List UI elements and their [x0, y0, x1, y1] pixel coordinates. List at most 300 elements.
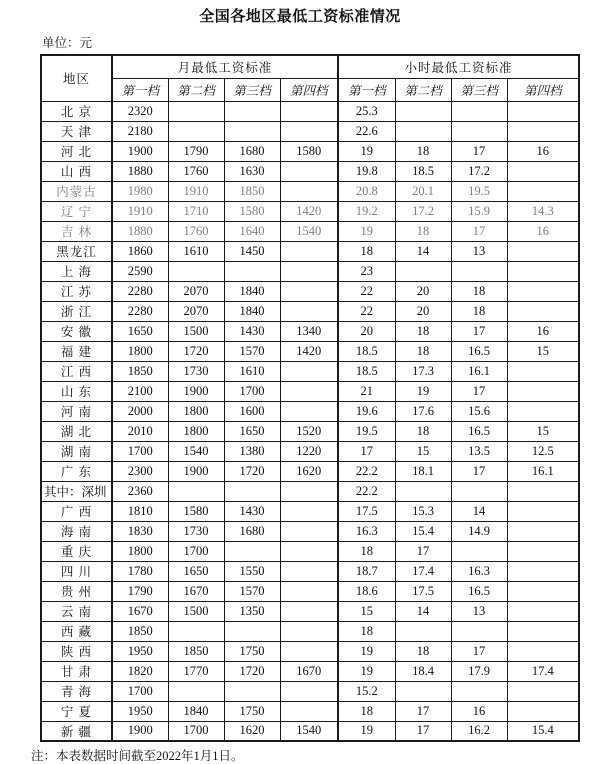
monthly-value-cell: 1850 — [224, 181, 280, 201]
monthly-value-cell: 1570 — [224, 581, 280, 601]
hourly-value-cell: 19 — [338, 641, 395, 661]
hourly-value-cell: 15 — [395, 441, 451, 461]
monthly-value-cell: 1680 — [224, 141, 280, 161]
monthly-value-cell — [280, 621, 338, 641]
hourly-value-cell: 16 — [507, 321, 579, 341]
monthly-value-cell: 2280 — [112, 281, 168, 301]
monthly-value-cell: 1220 — [280, 441, 338, 461]
table-row — [41, 321, 579, 341]
monthly-value-cell: 1650 — [112, 321, 168, 341]
hourly-value-cell: 19.6 — [338, 401, 395, 421]
hourly-value-cell — [507, 101, 579, 121]
hourly-value-cell: 18 — [338, 541, 395, 561]
hourly-value-cell: 18 — [395, 421, 451, 441]
monthly-value-cell: 2000 — [112, 401, 168, 421]
monthly-value-cell: 1570 — [224, 341, 280, 361]
monthly-value-cell: 1610 — [168, 241, 224, 261]
monthly-value-cell — [280, 521, 338, 541]
region-cell: 湖 南 — [41, 441, 112, 461]
region-cell: 浙 江 — [41, 301, 112, 321]
monthly-value-cell: 2100 — [112, 381, 168, 401]
table-row — [41, 201, 579, 221]
hourly-value-cell: 18 — [451, 301, 507, 321]
monthly-value-cell — [280, 281, 338, 301]
hourly-value-cell: 22.2 — [338, 481, 395, 501]
monthly-value-cell: 1820 — [112, 661, 168, 681]
monthly-value-cell: 1800 — [112, 541, 168, 561]
monthly-value-cell: 1900 — [112, 721, 168, 741]
hourly-value-cell: 14 — [395, 241, 451, 261]
monthly-value-cell: 1700 — [112, 681, 168, 701]
monthly-value-cell — [280, 381, 338, 401]
region-cell: 上 海 — [41, 261, 112, 281]
hourly-tier1-header: 第一档 — [338, 78, 395, 101]
monthly-value-cell: 1700 — [168, 541, 224, 561]
hourly-value-cell: 15 — [507, 341, 579, 361]
hourly-value-cell: 19 — [338, 141, 395, 161]
monthly-value-cell: 1350 — [224, 601, 280, 621]
monthly-value-cell — [168, 621, 224, 641]
monthly-value-cell: 1770 — [168, 661, 224, 681]
region-cell: 云 南 — [41, 601, 112, 621]
table-row — [41, 481, 579, 501]
monthly-value-cell — [168, 261, 224, 281]
hourly-value-cell — [507, 161, 579, 181]
monthly-value-cell: 1800 — [168, 401, 224, 421]
monthly-value-cell — [224, 681, 280, 701]
monthly-value-cell: 1620 — [280, 461, 338, 481]
hourly-value-cell: 20.8 — [338, 181, 395, 201]
hourly-value-cell — [451, 261, 507, 281]
monthly-value-cell — [280, 601, 338, 621]
hourly-value-cell: 18.5 — [338, 361, 395, 381]
monthly-value-cell: 1710 — [168, 201, 224, 221]
monthly-value-cell: 1580 — [168, 501, 224, 521]
hourly-value-cell: 17 — [395, 541, 451, 561]
monthly-value-cell — [280, 101, 338, 121]
hourly-value-cell: 15.4 — [395, 521, 451, 541]
table-row — [41, 561, 579, 581]
hourly-value-cell — [507, 361, 579, 381]
hourly-value-cell: 17 — [451, 641, 507, 661]
monthly-tier1-header: 第一档 — [112, 78, 168, 101]
monthly-tier2-header: 第二档 — [168, 78, 224, 101]
monthly-value-cell: 2070 — [168, 301, 224, 321]
monthly-value-cell — [224, 261, 280, 281]
monthly-value-cell — [224, 621, 280, 641]
table-row — [41, 241, 579, 261]
hourly-value-cell: 16.3 — [338, 521, 395, 541]
hourly-value-cell — [507, 301, 579, 321]
monthly-value-cell: 1580 — [280, 141, 338, 161]
hourly-value-cell: 17 — [338, 441, 395, 461]
hourly-value-cell — [507, 681, 579, 701]
monthly-tier3-header: 第三档 — [224, 78, 280, 101]
hourly-value-cell: 23 — [338, 261, 395, 281]
monthly-value-cell: 1700 — [112, 441, 168, 461]
hourly-value-cell: 16 — [451, 701, 507, 721]
hourly-value-cell: 15 — [507, 421, 579, 441]
region-cell: 天 津 — [41, 121, 112, 141]
region-cell: 辽 宁 — [41, 201, 112, 221]
monthly-value-cell: 1900 — [168, 381, 224, 401]
hourly-value-cell: 13.5 — [451, 441, 507, 461]
hourly-value-cell: 18.6 — [338, 581, 395, 601]
table-row — [41, 541, 579, 561]
table-row — [41, 261, 579, 281]
monthly-value-cell: 1430 — [224, 321, 280, 341]
monthly-value-cell: 1420 — [280, 201, 338, 221]
hourly-value-cell — [451, 101, 507, 121]
hourly-value-cell: 15.9 — [451, 201, 507, 221]
region-cell: 青 海 — [41, 681, 112, 701]
monthly-value-cell: 1790 — [168, 141, 224, 161]
hourly-value-cell: 22.2 — [338, 461, 395, 481]
monthly-value-cell: 1840 — [224, 281, 280, 301]
hourly-value-cell: 18.7 — [338, 561, 395, 581]
hourly-value-cell: 15.3 — [395, 501, 451, 521]
monthly-value-cell — [168, 681, 224, 701]
table-row — [41, 121, 579, 141]
hourly-value-cell — [507, 561, 579, 581]
hourly-value-cell — [507, 181, 579, 201]
region-cell: 其中：深圳 — [41, 481, 112, 501]
hourly-value-cell — [507, 121, 579, 141]
hourly-value-cell — [395, 101, 451, 121]
hourly-value-cell: 17 — [451, 461, 507, 481]
monthly-value-cell: 1430 — [224, 501, 280, 521]
region-cell: 广 西 — [41, 501, 112, 521]
monthly-value-cell — [280, 401, 338, 421]
hourly-value-cell: 18 — [395, 321, 451, 341]
table-row — [41, 281, 579, 301]
hourly-value-cell: 16.1 — [507, 461, 579, 481]
region-cell: 贵 州 — [41, 581, 112, 601]
monthly-value-cell — [280, 361, 338, 381]
monthly-value-cell — [224, 101, 280, 121]
hourly-value-cell: 18 — [451, 281, 507, 301]
monthly-value-cell: 1950 — [112, 641, 168, 661]
region-cell: 西 藏 — [41, 621, 112, 641]
hourly-value-cell — [507, 241, 579, 261]
region-cell: 吉 林 — [41, 221, 112, 241]
region-cell: 海 南 — [41, 521, 112, 541]
hourly-value-cell: 22 — [338, 281, 395, 301]
monthly-value-cell: 1600 — [224, 401, 280, 421]
hourly-value-cell: 22.6 — [338, 121, 395, 141]
hourly-value-cell: 14 — [395, 601, 451, 621]
hourly-value-cell: 18 — [338, 701, 395, 721]
hourly-value-cell — [507, 401, 579, 421]
monthly-value-cell: 1700 — [224, 381, 280, 401]
monthly-value-cell: 1750 — [224, 701, 280, 721]
monthly-value-cell: 1750 — [224, 641, 280, 661]
monthly-value-cell — [280, 561, 338, 581]
hourly-value-cell: 17.2 — [395, 201, 451, 221]
hourly-value-cell — [507, 601, 579, 621]
monthly-value-cell — [224, 481, 280, 501]
monthly-value-cell: 1520 — [280, 421, 338, 441]
monthly-value-cell: 1540 — [280, 221, 338, 241]
monthly-value-cell: 1880 — [112, 161, 168, 181]
hourly-value-cell: 18 — [395, 641, 451, 661]
hourly-value-cell: 17 — [451, 141, 507, 161]
monthly-value-cell: 1620 — [224, 721, 280, 741]
table-row — [41, 621, 579, 641]
monthly-value-cell: 1650 — [224, 421, 280, 441]
hourly-value-cell: 16 — [507, 141, 579, 161]
monthly-value-cell: 2280 — [112, 301, 168, 321]
table-row — [41, 721, 579, 741]
table-row — [41, 461, 579, 481]
hourly-value-cell: 17.4 — [507, 661, 579, 681]
hourly-value-cell: 19 — [395, 381, 451, 401]
table-row — [41, 181, 579, 201]
monthly-value-cell: 1670 — [168, 581, 224, 601]
monthly-value-cell — [280, 701, 338, 721]
table-row — [41, 641, 579, 661]
region-cell: 陕 西 — [41, 641, 112, 661]
monthly-value-cell: 1880 — [112, 221, 168, 241]
monthly-value-cell — [280, 481, 338, 501]
hourly-value-cell: 21 — [338, 381, 395, 401]
hourly-value-cell: 19 — [338, 721, 395, 741]
region-cell: 湖 北 — [41, 421, 112, 441]
monthly-value-cell: 1810 — [112, 501, 168, 521]
monthly-value-cell — [280, 301, 338, 321]
region-cell: 甘 肃 — [41, 661, 112, 681]
monthly-value-cell — [224, 121, 280, 141]
monthly-value-cell — [224, 541, 280, 561]
monthly-value-cell — [280, 541, 338, 561]
monthly-value-cell — [280, 161, 338, 181]
page-title: 全国各地区最低工资标准情况 — [199, 9, 401, 25]
monthly-value-cell: 1650 — [168, 561, 224, 581]
hourly-value-cell — [451, 541, 507, 561]
monthly-value-cell — [168, 481, 224, 501]
monthly-value-cell: 1860 — [112, 241, 168, 261]
hourly-value-cell: 13 — [451, 241, 507, 261]
monthly-value-cell: 2070 — [168, 281, 224, 301]
monthly-value-cell: 1830 — [112, 521, 168, 541]
monthly-value-cell: 1910 — [168, 181, 224, 201]
hourly-value-cell: 12.5 — [507, 441, 579, 461]
hourly-value-cell: 17.4 — [395, 561, 451, 581]
hourly-value-cell: 17.5 — [338, 501, 395, 521]
monthly-value-cell — [280, 681, 338, 701]
monthly-value-cell: 1580 — [224, 201, 280, 221]
hourly-value-cell: 14 — [451, 501, 507, 521]
hourly-value-cell: 18.1 — [395, 461, 451, 481]
monthly-value-cell: 1640 — [224, 221, 280, 241]
hourly-value-cell — [395, 681, 451, 701]
hourly-value-cell: 15 — [338, 601, 395, 621]
monthly-value-cell: 1840 — [168, 701, 224, 721]
hourly-value-cell — [507, 281, 579, 301]
table-row — [41, 681, 579, 701]
hourly-value-cell: 19 — [338, 661, 395, 681]
table-row — [41, 441, 579, 461]
unit-label: 单位：元 — [42, 36, 93, 50]
table-header — [41, 55, 579, 101]
hourly-value-cell — [507, 621, 579, 641]
monthly-value-cell: 1760 — [168, 221, 224, 241]
hourly-tier3-header: 第三档 — [451, 78, 507, 101]
hourly-value-cell: 16.1 — [451, 361, 507, 381]
hourly-value-cell: 16.5 — [451, 581, 507, 601]
monthly-value-cell: 1800 — [112, 341, 168, 361]
monthly-value-cell: 1670 — [280, 661, 338, 681]
monthly-value-cell: 1680 — [224, 521, 280, 541]
monthly-value-cell: 1900 — [112, 141, 168, 161]
hourly-value-cell: 17.6 — [395, 401, 451, 421]
hourly-value-cell: 20 — [395, 281, 451, 301]
hourly-value-cell: 17 — [395, 701, 451, 721]
hourly-value-cell: 13 — [451, 601, 507, 621]
monthly-value-cell: 1720 — [224, 661, 280, 681]
hourly-value-cell: 22 — [338, 301, 395, 321]
minimum-wage-table — [40, 54, 580, 742]
hourly-value-cell: 17 — [451, 381, 507, 401]
monthly-value-cell: 2590 — [112, 261, 168, 281]
hourly-value-cell: 18 — [395, 141, 451, 161]
monthly-value-cell: 1840 — [224, 301, 280, 321]
hourly-value-cell: 17.2 — [451, 161, 507, 181]
hourly-value-cell: 19.5 — [451, 181, 507, 201]
hourly-value-cell: 20 — [338, 321, 395, 341]
wage-table-body — [41, 101, 579, 741]
group-header-row — [41, 55, 579, 78]
monthly-value-cell: 1670 — [112, 601, 168, 621]
table-row — [41, 521, 579, 541]
table-row — [41, 141, 579, 161]
hourly-value-cell: 19.2 — [338, 201, 395, 221]
monthly-value-cell: 1850 — [112, 361, 168, 381]
monthly-value-cell: 1900 — [168, 461, 224, 481]
hourly-tier4-header: 第四档 — [507, 78, 579, 101]
monthly-value-cell — [280, 641, 338, 661]
region-cell: 江 苏 — [41, 281, 112, 301]
table-row — [41, 161, 579, 181]
hourly-value-cell: 16.5 — [451, 421, 507, 441]
monthly-value-cell: 1760 — [168, 161, 224, 181]
region-cell: 宁 夏 — [41, 701, 112, 721]
hourly-value-cell: 18.4 — [395, 661, 451, 681]
region-cell: 广 东 — [41, 461, 112, 481]
monthly-value-cell: 1730 — [168, 361, 224, 381]
region-cell: 内蒙古 — [41, 181, 112, 201]
hourly-value-cell: 18 — [395, 221, 451, 241]
hourly-value-cell — [451, 121, 507, 141]
monthly-value-cell: 1420 — [280, 341, 338, 361]
hourly-value-cell — [395, 261, 451, 281]
monthly-value-cell: 1980 — [112, 181, 168, 201]
monthly-value-cell: 1700 — [168, 721, 224, 741]
monthly-value-cell — [168, 121, 224, 141]
hourly-value-cell — [507, 521, 579, 541]
region-cell: 山 东 — [41, 381, 112, 401]
table-row — [41, 501, 579, 521]
monthly-value-cell: 1730 — [168, 521, 224, 541]
hourly-value-cell — [395, 481, 451, 501]
region-cell: 安 徽 — [41, 321, 112, 341]
hourly-value-cell — [507, 481, 579, 501]
hourly-value-cell: 19.5 — [338, 421, 395, 441]
region-header-cell: 地区 — [41, 55, 112, 101]
monthly-group-header: 月最低工资标准 — [112, 55, 338, 78]
monthly-value-cell: 2180 — [112, 121, 168, 141]
monthly-value-cell: 1540 — [280, 721, 338, 741]
monthly-value-cell: 1910 — [112, 201, 168, 221]
monthly-value-cell — [280, 181, 338, 201]
table-row — [41, 381, 579, 401]
hourly-value-cell: 18.5 — [338, 341, 395, 361]
monthly-value-cell: 2300 — [112, 461, 168, 481]
hourly-value-cell: 17.5 — [395, 581, 451, 601]
hourly-value-cell: 20 — [395, 301, 451, 321]
monthly-value-cell: 1850 — [112, 621, 168, 641]
hourly-value-cell — [507, 581, 579, 601]
region-cell: 山 西 — [41, 161, 112, 181]
hourly-value-cell — [507, 501, 579, 521]
monthly-value-cell: 1790 — [112, 581, 168, 601]
monthly-value-cell — [280, 121, 338, 141]
monthly-value-cell — [280, 501, 338, 521]
hourly-group-header: 小时最低工资标准 — [338, 55, 579, 78]
hourly-value-cell: 17.9 — [451, 661, 507, 681]
monthly-value-cell: 1720 — [168, 341, 224, 361]
table-row — [41, 401, 579, 421]
table-row — [41, 341, 579, 361]
hourly-value-cell: 18.5 — [395, 161, 451, 181]
monthly-value-cell: 1540 — [168, 441, 224, 461]
hourly-value-cell: 18 — [395, 341, 451, 361]
monthly-tier4-header: 第四档 — [280, 78, 338, 101]
monthly-value-cell — [280, 261, 338, 281]
tier-header-row — [41, 78, 579, 101]
hourly-value-cell: 20.1 — [395, 181, 451, 201]
monthly-value-cell — [280, 581, 338, 601]
hourly-value-cell — [395, 121, 451, 141]
hourly-tier2-header: 第二档 — [395, 78, 451, 101]
hourly-value-cell: 16.3 — [451, 561, 507, 581]
monthly-value-cell — [168, 101, 224, 121]
monthly-value-cell: 1800 — [168, 421, 224, 441]
table-row — [41, 101, 579, 121]
region-cell: 江 西 — [41, 361, 112, 381]
region-cell: 重 庆 — [41, 541, 112, 561]
hourly-value-cell — [451, 621, 507, 641]
table-row — [41, 301, 579, 321]
monthly-value-cell: 1720 — [224, 461, 280, 481]
table-row — [41, 221, 579, 241]
hourly-value-cell — [451, 481, 507, 501]
hourly-value-cell: 17 — [451, 221, 507, 241]
table-row — [41, 421, 579, 441]
table-row — [41, 601, 579, 621]
hourly-value-cell: 16.2 — [451, 721, 507, 741]
hourly-value-cell: 15.4 — [507, 721, 579, 741]
hourly-value-cell — [451, 681, 507, 701]
region-cell: 新 疆 — [41, 721, 112, 741]
region-cell: 黑龙江 — [41, 241, 112, 261]
hourly-value-cell — [507, 541, 579, 561]
monthly-value-cell: 1630 — [224, 161, 280, 181]
table-row — [41, 361, 579, 381]
monthly-value-cell: 1950 — [112, 701, 168, 721]
hourly-value-cell — [507, 701, 579, 721]
hourly-value-cell: 14.9 — [451, 521, 507, 541]
